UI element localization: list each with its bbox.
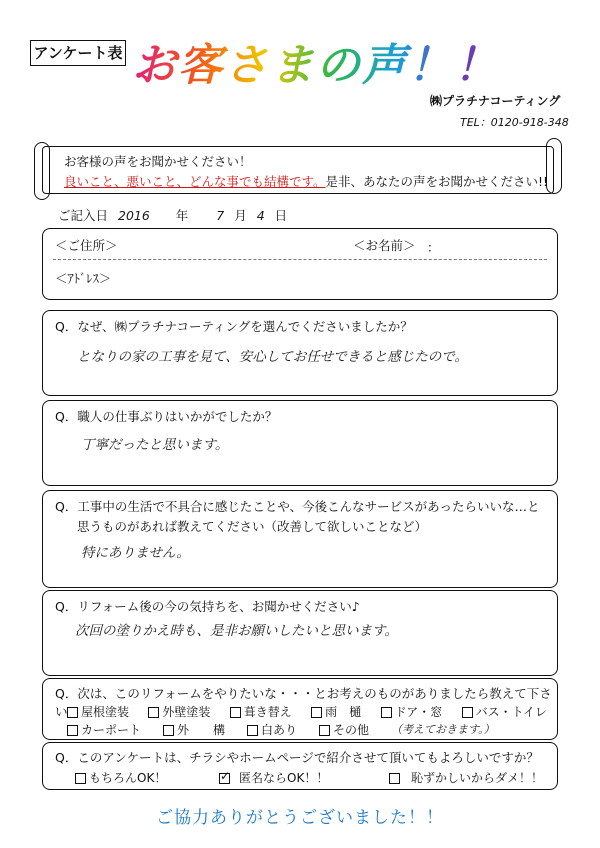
thanks-message: ご協力ありがとうございました！！ (156, 808, 444, 828)
answer-2[interactable]: 丁寧だったと思います。 (81, 437, 229, 453)
checkbox-icon[interactable] (75, 773, 86, 784)
checkbox-icon[interactable] (67, 707, 78, 718)
answer-1[interactable]: となりの家の工事を見て、安心してお任せできると感じたので。 (77, 349, 468, 365)
reform-options-row-1 (67, 703, 547, 720)
date-year-unit: 年 (175, 208, 189, 223)
name-label: ＜お名前＞ (353, 238, 416, 253)
question-box-2 (42, 400, 558, 486)
question-3-line-2: 思うものがあれば教えてください（改善して欲しいことなど） (77, 519, 428, 534)
reform-option[interactable]: 外壁塗装 (148, 703, 210, 720)
reform-option[interactable]: バス・トイレ (462, 703, 547, 720)
name-field[interactable]: ： (427, 240, 440, 255)
checkbox-icon[interactable] (67, 725, 78, 736)
checkbox-icon[interactable] (148, 707, 159, 718)
company-name: ㈱プラチナコーティング (430, 94, 561, 108)
email-label: ＜ｱﾄﾞﾚｽ＞ (55, 271, 112, 286)
question-3: Q．工事中の生活で不具合に感じたことや、今後こんなサービスがあったらいいな…と (55, 499, 540, 514)
checkbox-icon[interactable] (462, 707, 473, 718)
question-box-1 (42, 310, 558, 396)
other-note[interactable]: （考えておきます。） (391, 723, 495, 736)
reform-option[interactable]: その他 (319, 721, 369, 738)
consent-option-3[interactable]: 恥ずかしいからダメ！！ (389, 769, 543, 786)
date-row (58, 206, 287, 224)
question-4: Q．リフォーム後の今の気持ちを、お聞かせください♪ (55, 599, 360, 614)
address-label: ＜ご住所＞ (55, 238, 118, 253)
checkbox-icon[interactable] (230, 707, 241, 718)
consent-option-1[interactable]: もちろんOK！ (75, 769, 166, 786)
consent-box (42, 742, 558, 790)
date-year[interactable]: 2016 (118, 208, 150, 223)
answer-4[interactable]: 次回の塗りかえ時も、是非お願いしたいと思います。 (75, 623, 398, 639)
reform-option[interactable]: 白あり (247, 721, 297, 738)
date-month[interactable]: 7 (216, 208, 225, 223)
checkbox-icon[interactable] (247, 725, 258, 736)
date-day[interactable]: 4 (256, 208, 265, 223)
contact-divider (53, 259, 547, 260)
date-month-unit: 月 (234, 208, 247, 223)
intro-line-1: お客様の声をお聞かせください！ (64, 154, 252, 169)
checkbox-icon[interactable] (311, 707, 322, 718)
checkbox-icon[interactable] (163, 725, 174, 736)
reform-option[interactable]: 葺き替え (230, 703, 292, 720)
intro-highlight: 良いこと、悪いこと、どんな事でも結構です。 (64, 174, 326, 189)
question-box-3 (42, 490, 558, 588)
checkbox-icon[interactable] (319, 725, 330, 736)
consent-option-2[interactable]: ✓ 匿名ならOK！！ (219, 769, 328, 786)
contact-box (42, 228, 558, 300)
reform-options-row-2 (67, 721, 547, 738)
reform-option[interactable]: カーポート (67, 721, 141, 738)
question-1: Q．なぜ、㈱プラチナコーティングを選んでくださいましたか？ (55, 319, 413, 334)
answer-3[interactable]: 特にありません。 (81, 545, 190, 561)
reform-question: Q．次は、このリフォームをやりたいな・・・とお考えのものがありましたら教えて下さい (55, 686, 552, 719)
reform-option[interactable]: 屋根塗装 (67, 703, 129, 720)
date-label: ご記入日 (58, 208, 109, 223)
question-box-4 (42, 590, 558, 676)
reform-option[interactable]: 外 構 (163, 721, 225, 738)
checkbox-icon[interactable] (389, 773, 400, 784)
checked-checkbox-icon[interactable] (219, 773, 230, 784)
document-tag: アンケート表 (30, 40, 126, 66)
reform-box (42, 678, 558, 740)
phone-number: TEL：0120-918-348 (460, 116, 569, 129)
document-title: お客さまの声！！ (132, 38, 500, 94)
reform-option[interactable]: 雨 樋 (311, 703, 361, 720)
intro-line-2 (64, 172, 548, 190)
consent-question: Q．このアンケートは、チラシやホームページで紹介させて頂いてもよろしいですか？ (55, 750, 539, 765)
intro-rest: 是非、あなたの声をお聞かせください!! (325, 174, 549, 189)
checkbox-icon[interactable] (381, 707, 392, 718)
question-2: Q．職人の仕事ぶりはいかがでしたか？ (55, 409, 278, 424)
reform-option[interactable]: ドア・窓 (381, 703, 443, 720)
date-day-unit: 日 (274, 208, 288, 223)
